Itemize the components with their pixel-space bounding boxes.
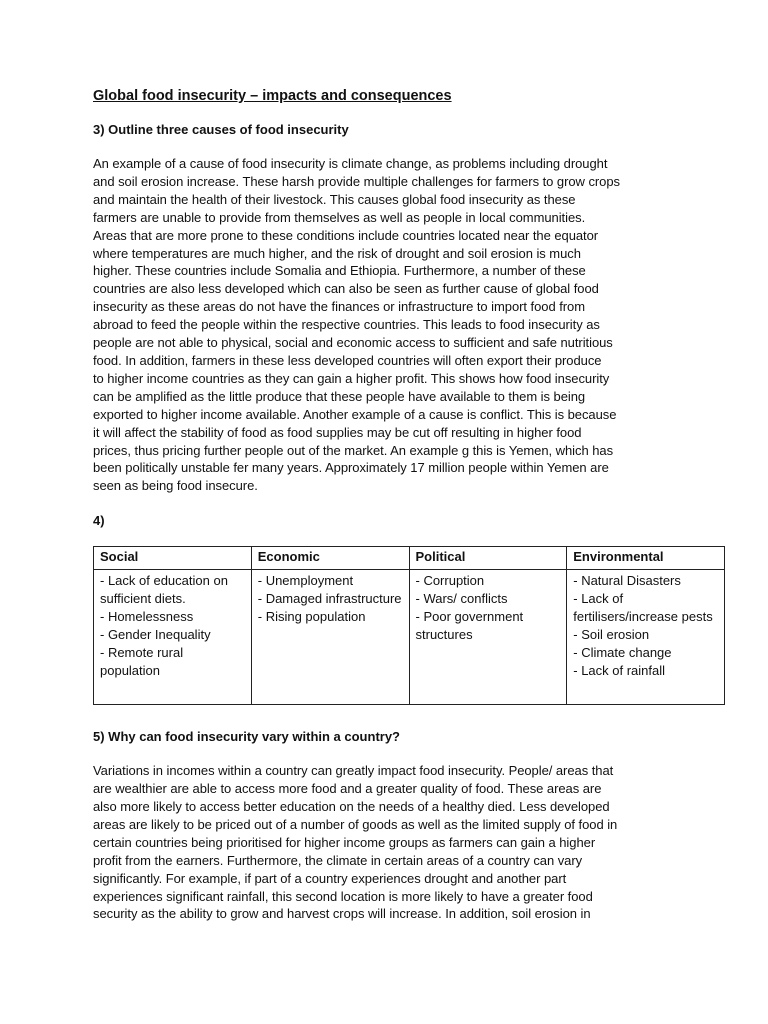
- text-line: and soil erosion increase. These harsh provide multiple challenges for farmers to grow crops: [93, 173, 620, 189]
- list-item: - Damaged infrastructure: [257, 591, 402, 607]
- list-item: - Remote rural population: [100, 644, 184, 678]
- question-5-answer: [93, 762, 725, 923]
- text-line: prices, thus pricing further people out of the market. An example g this is Yemen, which has: [93, 442, 614, 458]
- header-environmental: Environmental: [567, 547, 725, 570]
- text-line: profit from the earners. Furthermore, the climate in certain areas of a country can vary: [93, 852, 583, 868]
- list-item: - Poor government structures: [415, 609, 524, 642]
- text-line: certain countries being prioritised for higher income groups as farmers can gain a higher: [93, 834, 596, 850]
- list-item: - Lack of fertilisers/increase pests: [573, 591, 713, 625]
- text-line: significantly. For example, if part of a country experiences drought and another part: [93, 870, 567, 886]
- list-item: - Soil erosion: [573, 626, 650, 642]
- text-line: Variations in incomes within a country can greatly impact food insecurity. People/ areas that: [93, 763, 614, 779]
- list-item: - Lack of rainfall: [573, 662, 666, 678]
- question-4-label: 4): [93, 513, 105, 529]
- list-item: - Natural Disasters: [573, 573, 681, 589]
- text-line: and maintain the health of their livestock. This causes global food insecurity as these: [93, 191, 576, 207]
- text-line: been politically unstable fer many years. Approximately 17 million people within Yemen are: [93, 460, 609, 476]
- document-title: Global food insecurity – impacts and consequences: [93, 88, 452, 104]
- header-economic: Economic: [251, 547, 409, 570]
- text-line: food. In addition, farmers in these less developed countries will often export their produce: [93, 352, 602, 368]
- causes-table: [93, 546, 725, 705]
- text-line: farmers are unable to provide from themselves as well as people in local communities.: [93, 209, 586, 225]
- header-political: Political: [409, 547, 567, 570]
- list-item: - Unemployment: [257, 573, 354, 589]
- text-line: countries are also less developed which can also be seen as further cause of global food: [93, 281, 599, 297]
- text-line: higher. These countries include Somalia and Ethiopia. Furthermore, a number of these: [93, 263, 586, 279]
- header-social: Social: [94, 547, 252, 570]
- cell-economic: [251, 570, 409, 705]
- list-item: - Homelessness: [100, 609, 194, 625]
- text-line: security as the ability to grow and harvest crops will increase. In addition, soil erosion in: [93, 906, 591, 922]
- text-line: Areas that are more prone to these conditions include countries located near the equator: [93, 227, 599, 243]
- document-page: [93, 88, 725, 941]
- text-line: to higher income countries as they can gain a higher profit. This shows how food insecurity: [93, 370, 610, 386]
- cell-environmental: [567, 570, 725, 705]
- question-5-heading: 5) Why can food insecurity vary within a country?: [93, 729, 400, 745]
- list-item: - Rising population: [257, 609, 366, 625]
- text-line: seen as being food insecure.: [93, 478, 258, 494]
- text-line: abroad to feed the people within the respective countries. This leads to food insecurity as: [93, 317, 600, 333]
- text-line: An example of a cause of food insecurity is climate change, as problems including drought: [93, 156, 608, 171]
- cell-political: [409, 570, 567, 705]
- text-line: it will affect the stability of food as food supplies may be cut off resulting in higher food: [93, 424, 582, 440]
- list-item: - Climate change: [573, 644, 672, 660]
- table-header-row: [94, 547, 725, 570]
- text-line: exported to higher income available. Another example of a cause is conflict. This is because: [93, 406, 617, 422]
- text-line: where temperatures are much higher, and the risk of drought and soil erosion is much: [93, 245, 581, 261]
- list-item: - Corruption: [415, 573, 485, 589]
- cell-social: [94, 570, 252, 705]
- question-3-heading: 3) Outline three causes of food insecurity: [93, 122, 349, 137]
- list-item: - Lack of education on sufficient diets.: [100, 573, 228, 607]
- text-line: people are not able to physical, social and economic access to sufficient and safe nutritious: [93, 335, 613, 351]
- text-line: can be amplified as the little produce that these people have available to them is being: [93, 388, 586, 404]
- text-line: areas are likely to be priced out of a number of goods as well as the limited supply of food in: [93, 816, 618, 832]
- question-3-answer: [93, 155, 725, 495]
- list-item: - Wars/ conflicts: [415, 591, 508, 607]
- list-item: - Gender Inequality: [100, 626, 211, 642]
- text-line: are wealthier are able to access more food and a greater quality of food. These areas are: [93, 781, 602, 797]
- table-row: [94, 570, 725, 705]
- text-line: also more likely to access better education on the needs of a healthy died. Less developed: [93, 799, 610, 815]
- text-line: insecurity as these areas do not have the finances or infrastructure to import food from: [93, 299, 586, 315]
- text-line: experiences significant rainfall, this second location is more likely to have a greater food: [93, 888, 593, 904]
